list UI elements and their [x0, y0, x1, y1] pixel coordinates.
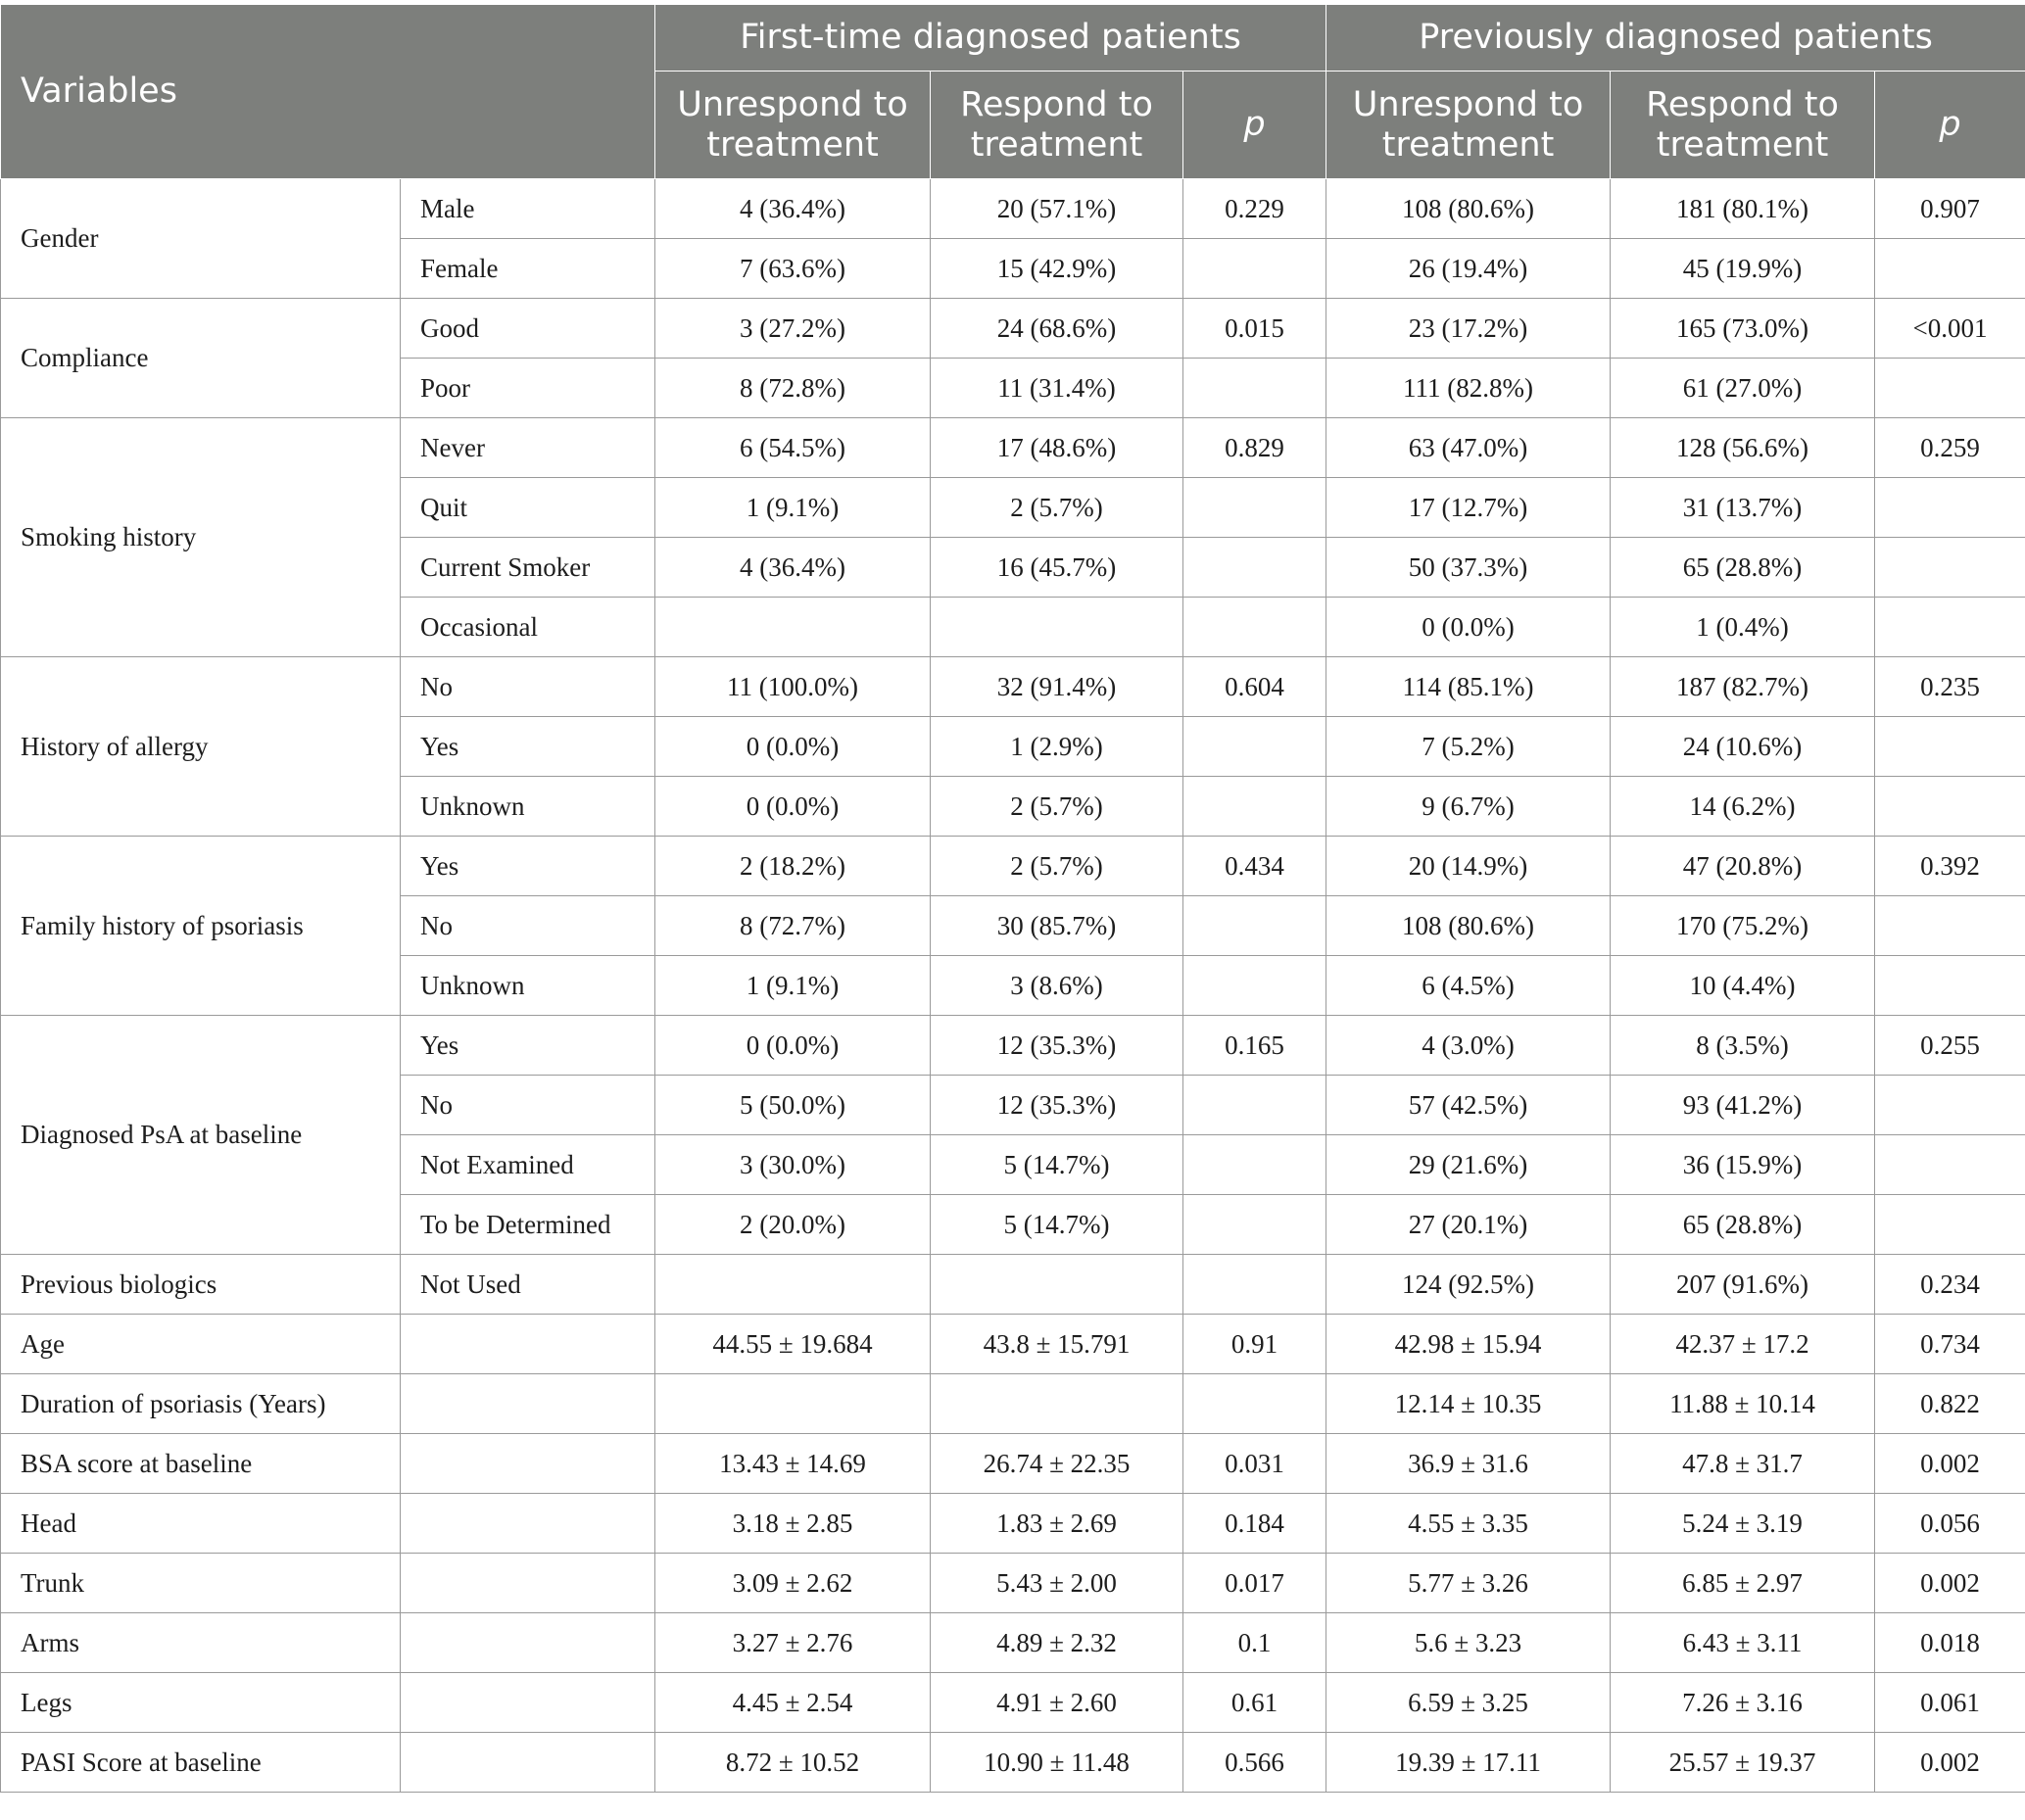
value-cell: 6.59 ± 3.25 [1326, 1673, 1611, 1733]
variable-label: Trunk [1, 1554, 401, 1613]
value-cell: 4 (36.4%) [655, 538, 931, 598]
p-value-cell [1875, 956, 2025, 1016]
table-row [1, 837, 2025, 896]
value-cell: 124 (92.5%) [1326, 1255, 1611, 1315]
group-first-time-header: First-time diagnosed patients [655, 5, 1326, 72]
value-cell: 12 (35.3%) [931, 1076, 1183, 1135]
value-cell: 1 (2.9%) [931, 717, 1183, 777]
category-label: Not Used [401, 1255, 655, 1315]
category-label [401, 1554, 655, 1613]
value-cell: 170 (75.2%) [1611, 896, 1875, 956]
variables-header: Variables [1, 5, 655, 179]
value-cell: 6 (4.5%) [1326, 956, 1611, 1016]
variable-label: Previous biologics [1, 1255, 401, 1315]
p-value-cell [1875, 1135, 2025, 1195]
value-cell: 43.8 ± 15.791 [931, 1315, 1183, 1374]
variable-label: Legs [1, 1673, 401, 1733]
value-cell: 5 (14.7%) [931, 1135, 1183, 1195]
p-value-cell: 0.234 [1875, 1255, 2025, 1315]
table-row [1, 1315, 2025, 1374]
p-value-cell [1183, 1374, 1326, 1434]
p-value-cell [1875, 1076, 2025, 1135]
value-cell: 65 (28.8%) [1611, 1195, 1875, 1255]
category-label [401, 1494, 655, 1554]
p-value-cell [1875, 538, 2025, 598]
value-cell: 10 (4.4%) [1611, 956, 1875, 1016]
value-cell: 1.83 ± 2.69 [931, 1494, 1183, 1554]
value-cell: 10.90 ± 11.48 [931, 1733, 1183, 1793]
p-value-cell: 0.434 [1183, 837, 1326, 896]
value-cell [655, 1374, 931, 1434]
p-value-cell: 0.259 [1875, 418, 2025, 478]
table-header [1, 5, 2025, 179]
p-value-cell: 0.91 [1183, 1315, 1326, 1374]
category-label: Occasional [401, 598, 655, 657]
value-cell: 108 (80.6%) [1326, 179, 1611, 239]
p-value-cell: 0.002 [1875, 1733, 2025, 1793]
data-table [0, 4, 2025, 1793]
p-value-cell [1875, 239, 2025, 299]
table-row [1, 1434, 2025, 1494]
value-cell: 15 (42.9%) [931, 239, 1183, 299]
value-cell: 17 (12.7%) [1326, 478, 1611, 538]
value-cell: 1 (0.4%) [1611, 598, 1875, 657]
variable-label: Head [1, 1494, 401, 1554]
value-cell: 17 (48.6%) [931, 418, 1183, 478]
p-value-cell: 0.184 [1183, 1494, 1326, 1554]
value-cell: 3 (8.6%) [931, 956, 1183, 1016]
value-cell: 42.98 ± 15.94 [1326, 1315, 1611, 1374]
category-label: Good [401, 299, 655, 359]
value-cell: 0 (0.0%) [655, 777, 931, 837]
value-cell: 30 (85.7%) [931, 896, 1183, 956]
variable-label: PASI Score at baseline [1, 1733, 401, 1793]
value-cell: 2 (5.7%) [931, 478, 1183, 538]
category-label: Poor [401, 359, 655, 418]
p-value-cell [1875, 598, 2025, 657]
group-previous-header: Previously diagnosed patients [1326, 5, 2025, 72]
col-p-header: p [1183, 72, 1326, 179]
value-cell: 19.39 ± 17.11 [1326, 1733, 1611, 1793]
value-cell: 1 (9.1%) [655, 478, 931, 538]
p-value-cell [1183, 777, 1326, 837]
table-row [1, 1613, 2025, 1673]
category-label: To be Determined [401, 1195, 655, 1255]
value-cell: 0 (0.0%) [655, 717, 931, 777]
value-cell: 47.8 ± 31.7 [1611, 1434, 1875, 1494]
value-cell: 3.18 ± 2.85 [655, 1494, 931, 1554]
value-cell: 2 (18.2%) [655, 837, 931, 896]
variable-label: Family history of psoriasis [1, 837, 401, 1016]
value-cell: 50 (37.3%) [1326, 538, 1611, 598]
value-cell: 7.26 ± 3.16 [1611, 1673, 1875, 1733]
value-cell: 2 (5.7%) [931, 837, 1183, 896]
value-cell: 13.43 ± 14.69 [655, 1434, 931, 1494]
variable-label: BSA score at baseline [1, 1434, 401, 1494]
p-value-cell [1183, 478, 1326, 538]
col-unrespond-header: Unrespond to treatment [655, 72, 931, 179]
p-value-cell: 0.604 [1183, 657, 1326, 717]
col-p-header: p [1875, 72, 2025, 179]
value-cell: 187 (82.7%) [1611, 657, 1875, 717]
p-value-cell: 0.002 [1875, 1434, 2025, 1494]
category-label: Quit [401, 478, 655, 538]
category-label: Male [401, 179, 655, 239]
variable-label: Age [1, 1315, 401, 1374]
category-label: No [401, 1076, 655, 1135]
value-cell: 8.72 ± 10.52 [655, 1733, 931, 1793]
col-respond-header: Respond to treatment [1611, 72, 1875, 179]
value-cell: 26 (19.4%) [1326, 239, 1611, 299]
value-cell: 3.27 ± 2.76 [655, 1613, 931, 1673]
p-value-cell: 0.822 [1875, 1374, 2025, 1434]
p-value-cell: <0.001 [1875, 299, 2025, 359]
value-cell: 4.89 ± 2.32 [931, 1613, 1183, 1673]
table-row [1, 1016, 2025, 1076]
p-value-cell: 0.61 [1183, 1673, 1326, 1733]
p-value-cell [1875, 1195, 2025, 1255]
value-cell: 93 (41.2%) [1611, 1076, 1875, 1135]
value-cell: 57 (42.5%) [1326, 1076, 1611, 1135]
category-label: Not Examined [401, 1135, 655, 1195]
variable-label: Gender [1, 179, 401, 299]
value-cell: 20 (14.9%) [1326, 837, 1611, 896]
p-value-cell: 0.907 [1875, 179, 2025, 239]
value-cell: 12.14 ± 10.35 [1326, 1374, 1611, 1434]
value-cell: 5.43 ± 2.00 [931, 1554, 1183, 1613]
value-cell: 24 (10.6%) [1611, 717, 1875, 777]
value-cell: 6 (54.5%) [655, 418, 931, 478]
value-cell: 42.37 ± 17.2 [1611, 1315, 1875, 1374]
value-cell: 2 (5.7%) [931, 777, 1183, 837]
table-row [1, 1494, 2025, 1554]
category-label [401, 1613, 655, 1673]
table-row [1, 1255, 2025, 1315]
value-cell: 1 (9.1%) [655, 956, 931, 1016]
value-cell: 20 (57.1%) [931, 179, 1183, 239]
value-cell: 32 (91.4%) [931, 657, 1183, 717]
value-cell: 25.57 ± 19.37 [1611, 1733, 1875, 1793]
value-cell: 45 (19.9%) [1611, 239, 1875, 299]
value-cell: 44.55 ± 19.684 [655, 1315, 931, 1374]
value-cell: 5 (50.0%) [655, 1076, 931, 1135]
value-cell: 31 (13.7%) [1611, 478, 1875, 538]
value-cell: 27 (20.1%) [1326, 1195, 1611, 1255]
value-cell: 16 (45.7%) [931, 538, 1183, 598]
value-cell: 3 (27.2%) [655, 299, 931, 359]
value-cell: 4.91 ± 2.60 [931, 1673, 1183, 1733]
value-cell: 5.77 ± 3.26 [1326, 1554, 1611, 1613]
variable-label: Diagnosed PsA at baseline [1, 1016, 401, 1255]
table-row [1, 657, 2025, 717]
category-label: Unknown [401, 777, 655, 837]
p-value-cell: 0.018 [1875, 1613, 2025, 1673]
table-row [1, 418, 2025, 478]
p-value-cell [1183, 956, 1326, 1016]
variable-label: Smoking history [1, 418, 401, 657]
value-cell: 5.6 ± 3.23 [1326, 1613, 1611, 1673]
p-value-cell: 0.392 [1875, 837, 2025, 896]
p-value-cell: 0.165 [1183, 1016, 1326, 1076]
category-label [401, 1315, 655, 1374]
p-value-cell: 0.017 [1183, 1554, 1326, 1613]
value-cell: 3.09 ± 2.62 [655, 1554, 931, 1613]
value-cell: 7 (63.6%) [655, 239, 931, 299]
category-label [401, 1374, 655, 1434]
p-value-cell [1183, 896, 1326, 956]
variable-label: Arms [1, 1613, 401, 1673]
value-cell: 181 (80.1%) [1611, 179, 1875, 239]
category-label [401, 1733, 655, 1793]
value-cell: 108 (80.6%) [1326, 896, 1611, 956]
p-value-cell [1875, 359, 2025, 418]
value-cell: 8 (72.8%) [655, 359, 931, 418]
value-cell: 61 (27.0%) [1611, 359, 1875, 418]
p-value-cell: 0.1 [1183, 1613, 1326, 1673]
p-value-cell [1875, 896, 2025, 956]
p-value-cell [1183, 239, 1326, 299]
value-cell: 11.88 ± 10.14 [1611, 1374, 1875, 1434]
variable-label: Compliance [1, 299, 401, 418]
variable-label: Duration of psoriasis (Years) [1, 1374, 401, 1434]
value-cell: 11 (100.0%) [655, 657, 931, 717]
p-value-cell [1875, 478, 2025, 538]
value-cell: 24 (68.6%) [931, 299, 1183, 359]
table-row [1, 1733, 2025, 1793]
table-row [1, 1374, 2025, 1434]
value-cell: 5.24 ± 3.19 [1611, 1494, 1875, 1554]
category-label: Yes [401, 1016, 655, 1076]
value-cell: 6.43 ± 3.11 [1611, 1613, 1875, 1673]
value-cell [931, 1255, 1183, 1315]
col-respond-header: Respond to treatment [931, 72, 1183, 179]
value-cell: 4 (36.4%) [655, 179, 931, 239]
p-value-cell: 0.031 [1183, 1434, 1326, 1494]
value-cell [655, 1255, 931, 1315]
category-label: No [401, 657, 655, 717]
p-value-cell [1875, 777, 2025, 837]
p-value-cell: 0.061 [1875, 1673, 2025, 1733]
value-cell: 5 (14.7%) [931, 1195, 1183, 1255]
p-value-cell: 0.229 [1183, 179, 1326, 239]
value-cell: 114 (85.1%) [1326, 657, 1611, 717]
p-value-cell: 0.734 [1875, 1315, 2025, 1374]
table-body [1, 179, 2025, 1793]
p-value-cell: 0.015 [1183, 299, 1326, 359]
value-cell: 36 (15.9%) [1611, 1135, 1875, 1195]
p-value-cell [1183, 538, 1326, 598]
value-cell: 4.55 ± 3.35 [1326, 1494, 1611, 1554]
value-cell: 2 (20.0%) [655, 1195, 931, 1255]
p-value-cell [1875, 717, 2025, 777]
value-cell: 63 (47.0%) [1326, 418, 1611, 478]
category-label [401, 1434, 655, 1494]
p-value-cell: 0.255 [1875, 1016, 2025, 1076]
value-cell: 128 (56.6%) [1611, 418, 1875, 478]
value-cell: 6.85 ± 2.97 [1611, 1554, 1875, 1613]
value-cell: 12 (35.3%) [931, 1016, 1183, 1076]
value-cell: 3 (30.0%) [655, 1135, 931, 1195]
value-cell: 0 (0.0%) [1326, 598, 1611, 657]
variable-label: History of allergy [1, 657, 401, 837]
p-value-cell [1183, 717, 1326, 777]
value-cell: 111 (82.8%) [1326, 359, 1611, 418]
value-cell: 23 (17.2%) [1326, 299, 1611, 359]
value-cell: 165 (73.0%) [1611, 299, 1875, 359]
p-value-cell [1183, 359, 1326, 418]
category-label: Yes [401, 837, 655, 896]
value-cell: 8 (3.5%) [1611, 1016, 1875, 1076]
col-unrespond-header: Unrespond to treatment [1326, 72, 1611, 179]
category-label: Never [401, 418, 655, 478]
p-value-cell [1183, 1195, 1326, 1255]
category-label: No [401, 896, 655, 956]
value-cell: 26.74 ± 22.35 [931, 1434, 1183, 1494]
value-cell: 4 (3.0%) [1326, 1016, 1611, 1076]
value-cell [655, 598, 931, 657]
value-cell: 8 (72.7%) [655, 896, 931, 956]
p-value-cell: 0.829 [1183, 418, 1326, 478]
table-row [1, 1673, 2025, 1733]
value-cell: 14 (6.2%) [1611, 777, 1875, 837]
value-cell: 11 (31.4%) [931, 359, 1183, 418]
p-value-cell [1183, 598, 1326, 657]
category-label: Unknown [401, 956, 655, 1016]
value-cell: 207 (91.6%) [1611, 1255, 1875, 1315]
table-row [1, 1554, 2025, 1613]
p-value-cell: 0.056 [1875, 1494, 2025, 1554]
p-value-cell: 0.566 [1183, 1733, 1326, 1793]
value-cell: 7 (5.2%) [1326, 717, 1611, 777]
p-value-cell [1183, 1255, 1326, 1315]
p-value-cell: 0.002 [1875, 1554, 2025, 1613]
value-cell [931, 1374, 1183, 1434]
category-label: Current Smoker [401, 538, 655, 598]
value-cell: 9 (6.7%) [1326, 777, 1611, 837]
category-label: Female [401, 239, 655, 299]
p-value-cell [1183, 1135, 1326, 1195]
value-cell: 65 (28.8%) [1611, 538, 1875, 598]
value-cell: 0 (0.0%) [655, 1016, 931, 1076]
category-label: Yes [401, 717, 655, 777]
value-cell [931, 598, 1183, 657]
value-cell: 36.9 ± 31.6 [1326, 1434, 1611, 1494]
value-cell: 47 (20.8%) [1611, 837, 1875, 896]
value-cell: 29 (21.6%) [1326, 1135, 1611, 1195]
p-value-cell: 0.235 [1875, 657, 2025, 717]
table-row [1, 299, 2025, 359]
category-label [401, 1673, 655, 1733]
value-cell: 4.45 ± 2.54 [655, 1673, 931, 1733]
table-row [1, 179, 2025, 239]
p-value-cell [1183, 1076, 1326, 1135]
